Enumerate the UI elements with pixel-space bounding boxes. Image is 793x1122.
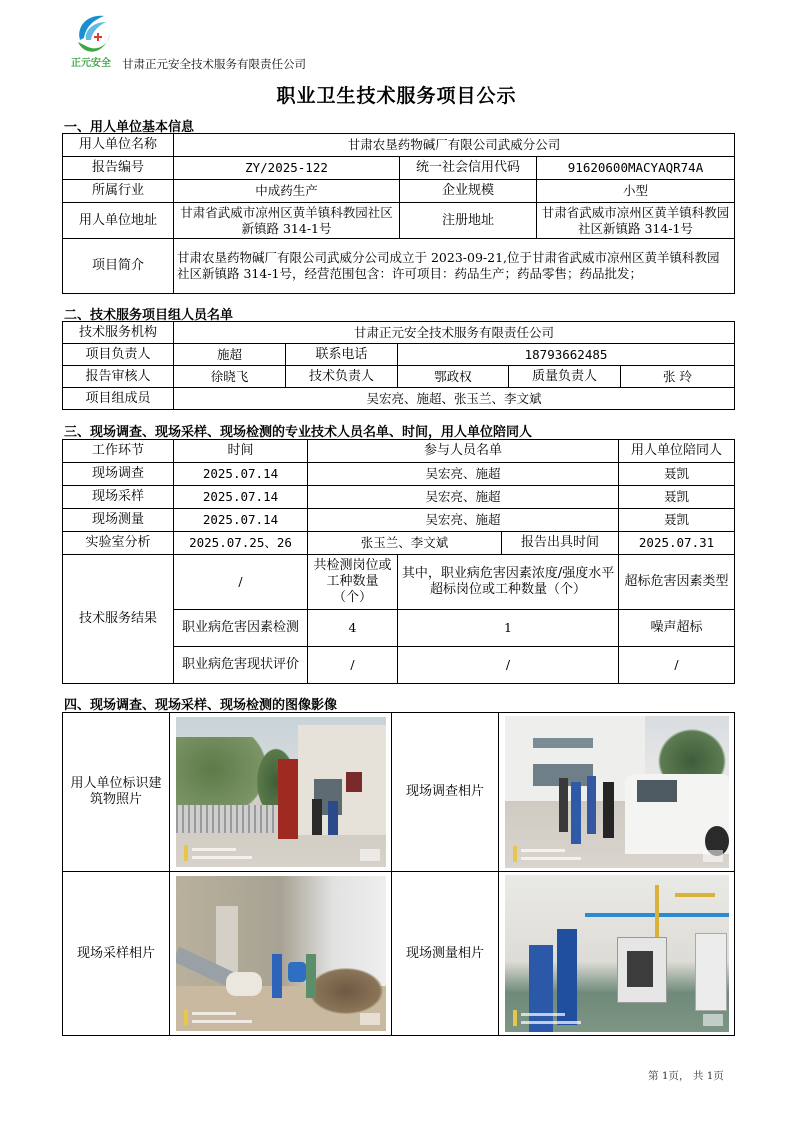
- section1-title: 一、用人单位基本信息: [64, 120, 195, 135]
- unit-name: 甘肃农垦药物碱厂有限公司武威分公司: [174, 134, 735, 157]
- company-logo: [70, 12, 116, 72]
- result-exceed: 1: [398, 610, 619, 647]
- document-title: 职业卫生技术服务项目公示: [276, 85, 517, 107]
- page-header: [70, 12, 470, 72]
- table-row: [63, 463, 735, 486]
- col-header-stage: 工作环节: [63, 440, 174, 463]
- lab-stage: 实验室分析: [63, 532, 174, 555]
- scale: 小型: [537, 180, 735, 203]
- col-header-time: 时间: [174, 440, 308, 463]
- leader-label: 项目负责人: [63, 344, 174, 366]
- result-item: 职业病危害现状评价: [174, 647, 308, 684]
- result-exceed: /: [398, 647, 619, 684]
- photo-label-survey: 现场调查相片: [392, 713, 499, 872]
- table-row: [63, 388, 735, 410]
- credit-code: 91620600MACYAQR74A: [537, 157, 735, 180]
- credit-code-label: 统一社会信用代码: [400, 157, 537, 180]
- time: 2025.07.14: [174, 486, 308, 509]
- section3-title: 三、现场调查、现场采样、现场检测的专业技术人员名单、时间，用人单位陪同人: [64, 425, 533, 440]
- address: 甘肃省武威市凉州区黄羊镇科教园社区新镇路 314-1号: [174, 203, 400, 239]
- project-intro: 甘肃农垦药物碱厂有限公司武威分公司成立于 2023-09-21,位于甘肃省武威市凉州区黄羊镇科教园社区新镇路 314-1号，经营范围包含：许可项目：药品生产；药品零售；药品批发；: [174, 239, 735, 294]
- sampling-photo: [176, 876, 386, 1031]
- quality-lead: 张 玲: [621, 366, 735, 388]
- result-type: 噪声超标: [619, 610, 735, 647]
- table-row: [63, 532, 735, 555]
- tech-lead: 鄂政权: [398, 366, 509, 388]
- measurement-photo: [505, 875, 729, 1032]
- reg-address-label: 注册地址: [400, 203, 537, 239]
- result-total: /: [308, 647, 398, 684]
- result-header-type: 超标危害因素类型: [619, 555, 735, 610]
- table-row: [63, 366, 735, 388]
- building-photo: [176, 717, 386, 867]
- table-row: [63, 486, 735, 509]
- result-type: /: [619, 647, 735, 684]
- table-row: [63, 134, 735, 157]
- industry-label: 所属行业: [63, 180, 174, 203]
- stage: 现场调查: [63, 463, 174, 486]
- unit-name-label: 用人单位名称: [63, 134, 174, 157]
- table-row: [63, 157, 735, 180]
- unit-info-table: [62, 133, 735, 294]
- table-row: [63, 239, 735, 294]
- report-no: ZY/2025-122: [174, 157, 400, 180]
- photo-label-measurement: 现场测量相片: [392, 872, 499, 1036]
- survey-photo: [505, 716, 729, 868]
- table-row: [63, 509, 735, 532]
- result-item: 职业病危害因素检测: [174, 610, 308, 647]
- escort: 聂凯: [619, 486, 735, 509]
- report-time-label: 报告出具时间: [502, 532, 619, 555]
- escort: 聂凯: [619, 463, 735, 486]
- table-row: [63, 322, 735, 344]
- org-name: 甘肃正元安全技术服务有限责任公司: [174, 322, 735, 344]
- phone-label: 联系电话: [286, 344, 398, 366]
- result-total: 4: [308, 610, 398, 647]
- stage: 现场测量: [63, 509, 174, 532]
- time: 2025.07.14: [174, 509, 308, 532]
- address-label: 用人单位地址: [63, 203, 174, 239]
- leader: 施超: [174, 344, 286, 366]
- people: 吴宏亮、施超: [308, 486, 619, 509]
- stage: 现场采样: [63, 486, 174, 509]
- members: 吴宏亮、施超、张玉兰、李文斌: [174, 388, 735, 410]
- table-row: [63, 555, 735, 610]
- scale-label: 企业规模: [400, 180, 537, 203]
- photos-table: [62, 712, 735, 1036]
- reviewer-label: 报告审核人: [63, 366, 174, 388]
- col-header-escort: 用人单位陪同人: [619, 440, 735, 463]
- report-no-label: 报告编号: [63, 157, 174, 180]
- result-label: 技术服务结果: [63, 555, 174, 684]
- team-table: [62, 321, 735, 410]
- logo-text: 正元安全: [71, 58, 111, 69]
- photo-label-sampling: 现场采样相片: [63, 872, 170, 1036]
- lab-people: 张玉兰、李文斌: [308, 532, 502, 555]
- lab-time: 2025.07.25、26: [174, 532, 308, 555]
- table-row: [63, 872, 735, 1036]
- photo-label-building: 用人单位标识建筑物照片: [63, 713, 170, 872]
- org-label: 技术服务机构: [63, 322, 174, 344]
- company-name-header: 甘肃正元安全技术服务有限责任公司: [122, 57, 306, 71]
- people: 吴宏亮、施超: [308, 463, 619, 486]
- reg-address: 甘肃省武威市凉州区黄羊镇科教园社区新镇路 314-1号: [537, 203, 735, 239]
- table-header-row: [63, 440, 735, 463]
- people: 吴宏亮、施超: [308, 509, 619, 532]
- table-row: [63, 180, 735, 203]
- result-header-exceed: 其中，职业病危害因素浓度/强度水平超标岗位或工种数量（个）: [398, 555, 619, 610]
- report-time: 2025.07.31: [619, 532, 735, 555]
- industry: 中成药生产: [174, 180, 400, 203]
- page-number: 第 1页， 共 1页: [648, 1070, 724, 1082]
- members-label: 项目组成员: [63, 388, 174, 410]
- result-header-slash: /: [174, 555, 308, 610]
- table-row: [63, 203, 735, 239]
- time: 2025.07.14: [174, 463, 308, 486]
- tech-lead-label: 技术负责人: [286, 366, 398, 388]
- reviewer: 徐晓飞: [174, 366, 286, 388]
- table-row: [63, 344, 735, 366]
- fieldwork-table: [62, 439, 735, 684]
- section2-title: 二、技术服务项目组人员名单: [64, 308, 234, 323]
- intro-label: 项目简介: [63, 239, 174, 294]
- result-header-total: 共检测岗位或工种数量（个）: [308, 555, 398, 610]
- phone: 18793662485: [398, 344, 735, 366]
- section4-title: 四、现场调查、现场采样、现场检测的图像影像: [64, 698, 338, 713]
- table-row: [63, 713, 735, 872]
- quality-lead-label: 质量负责人: [509, 366, 621, 388]
- col-header-people: 参与人员名单: [308, 440, 619, 463]
- escort: 聂凯: [619, 509, 735, 532]
